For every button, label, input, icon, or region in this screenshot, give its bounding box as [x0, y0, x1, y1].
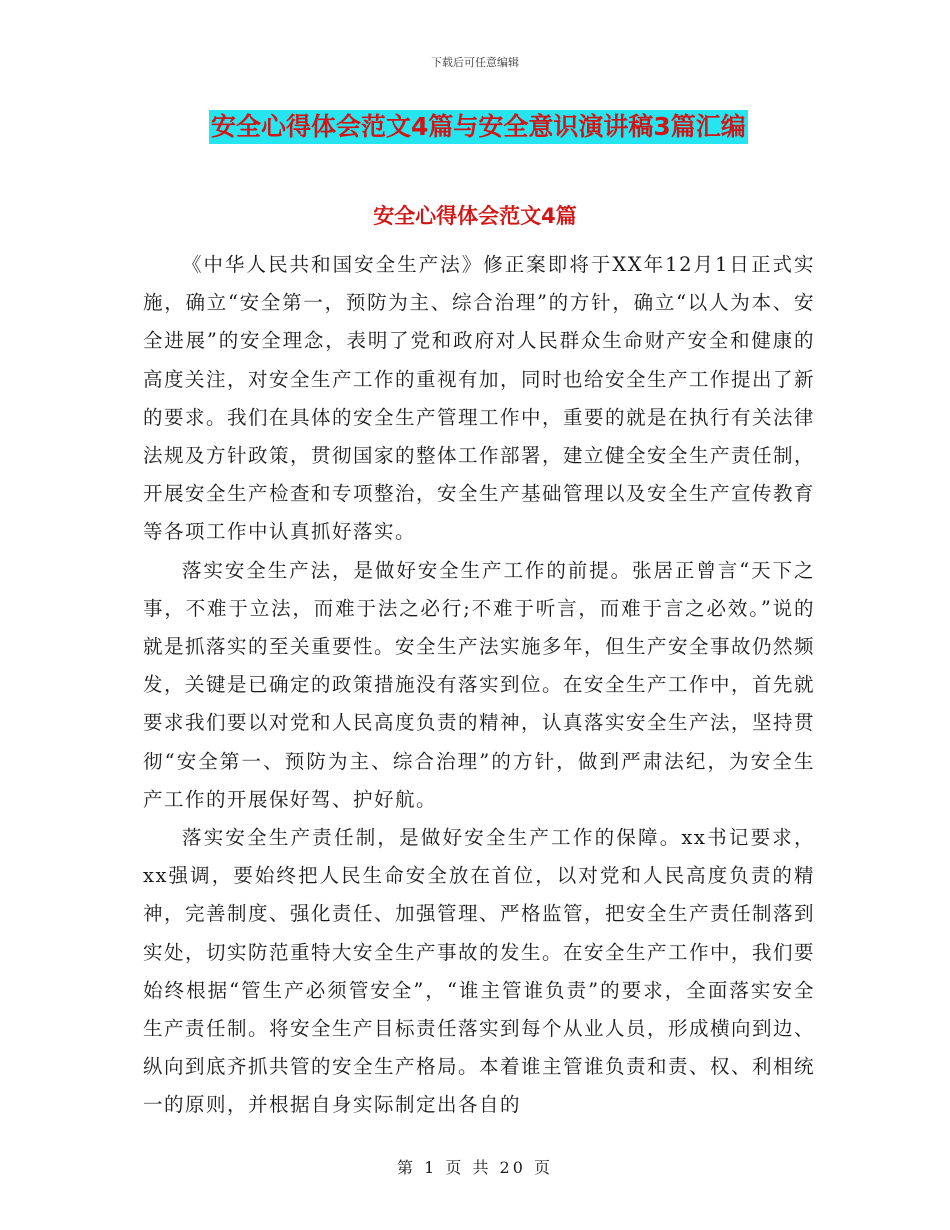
- document-title: 安全心得体会范文4篇与安全意识演讲稿3篇汇编: [209, 110, 748, 144]
- section-title: 安全心得体会范文4篇: [373, 204, 577, 228]
- paragraph: 落实安全生产法，是做好安全生产工作的前提。张居正曾言“天下之事，不难于立法，而难于法之必行;不难于听言，而难于言之必效。”说的就是抓落实的至关重要性。安全生产法实施多年，但生产安全事故仍然频发，关键是已确定的政策措施没有落实到位。在安全生产工作中，首先就要求我们要以对党和人民高度负责的精神，认真落实安全生产法，坚持贯彻“安全第一、预防为主、综合治理”的方针，做到严肃法纪，为安全生产工作的开展保好驾、护好航。: [143, 558, 816, 811]
- paragraph: 落实安全生产责任制，是做好安全生产工作的保障。xx书记要求，xx强调，要始终把人民生命安全放在首位，以对党和人民高度负责的精神，完善制度、强化责任、加强管理、严格监管，把安全生产责任制落到实处，切实防范重特大安全生产事故的发生。在安全生产工作中，我们要始终根据“管生产必须管安全”，“谁主管谁负责”的要求，全面落实安全生产责任制。将安全生产目标责任落实到每个从业人员，形成横向到边、纵向到底齐抓共管的安全生产格局。本着谁主管谁负责和责、权、利相统一的原则，并根据自身实际制定出各自的: [143, 826, 816, 1117]
- body-text: [143, 246, 815, 1125]
- page-footer: 第 1 页 共 20 页: [397, 1158, 553, 1177]
- header-note: 下载后可任意编辑: [431, 56, 519, 69]
- paragraph: 《中华人民共和国安全生产法》修正案即将于XX年12月1日正式实施，确立“安全第一，预防为主、综合治理”的方针，确立“以人为本、安全进展”的安全理念，表明了党和政府对人民群众生命财产安全和健康的高度关注，对安全生产工作的重视有加，同时也给安全生产工作提出了新的要求。我们在具体的安全生产管理工作中，重要的就是在执行有关法律法规及方针政策，贯彻国家的整体工作部署，建立健全安全生产责任制，开展安全生产检查和专项整治，安全生产基础管理以及安全生产宣传教育等各项工作中认真抓好落实。: [143, 253, 816, 544]
